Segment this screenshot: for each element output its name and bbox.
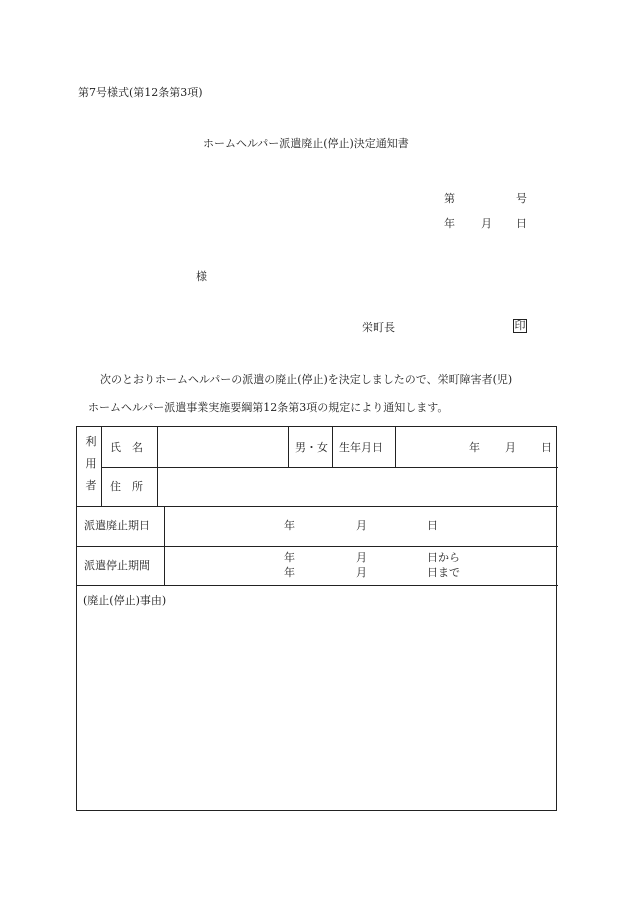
issuer-title: 栄町長 xyxy=(362,321,395,334)
abolish-date-label: 派遣廃止期日 xyxy=(84,519,150,532)
birth-month: 月 xyxy=(505,441,516,454)
user-label-char: 者 xyxy=(85,479,97,492)
form-number: 第7号様式(第12条第3項) xyxy=(78,86,203,99)
suspend-period-label: 派遣停止期間 xyxy=(84,559,150,572)
doc-date-month: 月 xyxy=(481,217,492,230)
doc-number-suffix: 号 xyxy=(516,192,527,205)
body-text-line-1: 次のとおりホームヘルパーの派遣の廃止(停止)を決定しましたので、栄町障害者(児) xyxy=(100,373,513,386)
name-label: 氏 名 xyxy=(110,441,143,454)
user-label-char: 利 xyxy=(85,435,97,448)
suspend-to-month: 月 xyxy=(356,566,367,579)
row-divider xyxy=(77,585,558,586)
document-title: ホームヘルパー派遣廃止(停止)決定通知書 xyxy=(203,137,409,150)
col-divider xyxy=(395,427,396,467)
birth-year: 年 xyxy=(469,441,480,454)
suspend-to-year: 年 xyxy=(284,566,295,579)
seal-box: 印 xyxy=(514,319,526,332)
abolish-month: 月 xyxy=(356,519,367,532)
addressee-honorific: 様 xyxy=(196,270,207,283)
birthdate-label: 生年月日 xyxy=(339,441,383,454)
row-divider xyxy=(77,546,558,547)
body-text-line-2: ホームヘルパー派遣事業実施要綱第12条第3項の規定により通知します。 xyxy=(88,401,449,414)
row-divider xyxy=(101,467,558,468)
address-label: 住 所 xyxy=(110,480,143,493)
user-label-char: 用 xyxy=(85,457,97,470)
reason-label: (廃止(停止)事由) xyxy=(83,594,167,607)
doc-date-day: 日 xyxy=(516,217,527,230)
row-divider xyxy=(77,506,558,507)
col-divider xyxy=(288,427,289,467)
suspend-from-year: 年 xyxy=(284,551,295,564)
gender-field: 男・女 xyxy=(295,441,328,454)
suspend-from-day: 日から xyxy=(427,551,460,564)
col-divider xyxy=(157,427,158,506)
user-label xyxy=(85,435,97,501)
recipient-table xyxy=(76,426,557,811)
abolish-year: 年 xyxy=(284,519,295,532)
col-divider xyxy=(332,427,333,467)
suspend-to-day: 日まで xyxy=(427,566,460,579)
birth-day: 日 xyxy=(541,441,552,454)
col-divider xyxy=(164,506,165,585)
col-divider xyxy=(101,427,102,506)
abolish-day: 日 xyxy=(427,519,438,532)
suspend-from-month: 月 xyxy=(356,551,367,564)
doc-date-year: 年 xyxy=(444,217,455,230)
doc-number-prefix: 第 xyxy=(444,192,455,205)
